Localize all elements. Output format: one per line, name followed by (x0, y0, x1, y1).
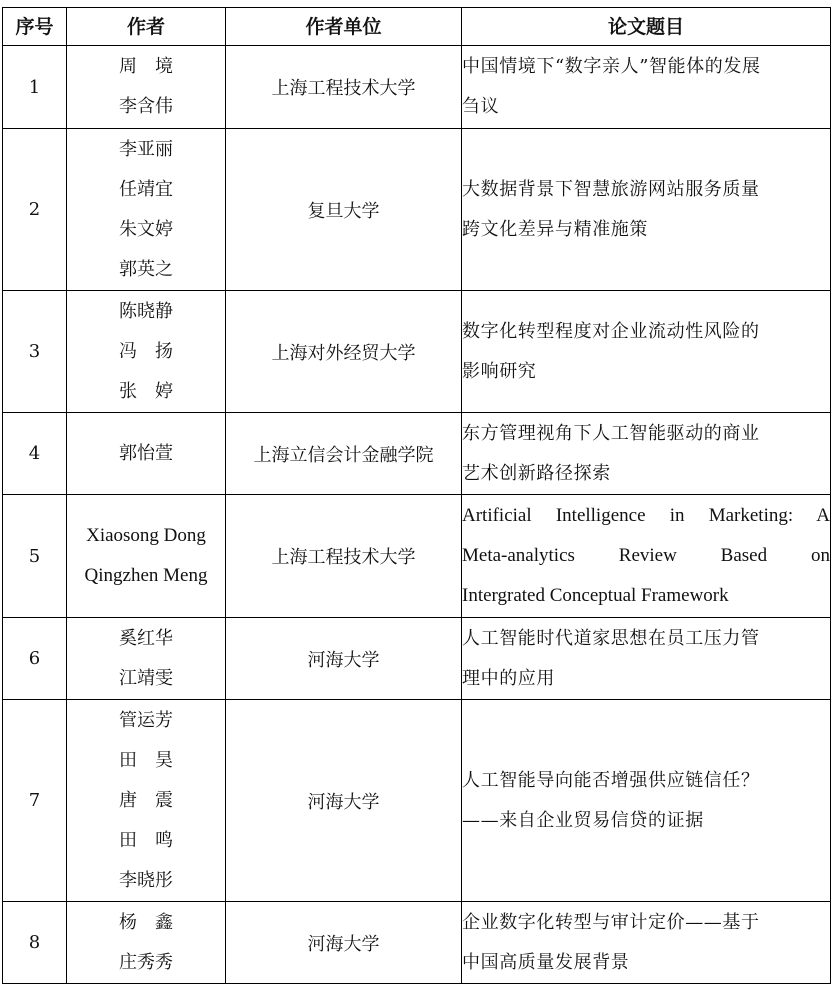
title-line: 艺术创新路径探索 (462, 462, 611, 484)
title-line: 理中的应用 (462, 667, 555, 689)
title-line: 东方管理视角下人工智能驱动的商业 (462, 422, 760, 444)
row-index: 5 (3, 495, 67, 618)
title-line: Intergrated Conceptual Framework (462, 585, 729, 606)
row-index: 6 (3, 618, 67, 700)
row-index: 4 (3, 413, 67, 495)
row-unit: 上海立信会计金融学院 (226, 413, 462, 495)
table-row (3, 902, 831, 984)
title-line: 人工智能导向能否增强供应链信任？ (462, 769, 760, 791)
header-title: 论文题目 (462, 8, 831, 46)
author-name: 朱文婷 (119, 218, 173, 240)
author-name: 江靖雯 (119, 667, 173, 689)
title-line: 中国高质量发展背景 (462, 951, 630, 973)
row-unit: 复旦大学 (226, 129, 462, 291)
row-authors (67, 700, 226, 902)
row-index: 2 (3, 129, 67, 291)
papers-table (2, 7, 831, 984)
table-row (3, 291, 831, 413)
author-name: Qingzhen Meng (84, 565, 208, 586)
header-authors: 作者 (67, 8, 226, 46)
author-name: 唐 震 (119, 789, 173, 811)
author-name: 李含伟 (119, 96, 173, 117)
author-name: 李晓彤 (119, 869, 173, 891)
row-title (462, 495, 831, 618)
author-name: 郭英之 (119, 258, 173, 280)
author-name: 杨 鑫 (119, 911, 173, 933)
author-name: 奚红华 (119, 627, 173, 649)
row-unit: 河海大学 (226, 618, 462, 700)
author-name: 张 婷 (119, 380, 173, 402)
author-name: 周 境 (119, 56, 173, 77)
row-title (462, 618, 831, 700)
title-line: 刍议 (462, 96, 500, 117)
row-authors (67, 291, 226, 413)
row-index: 3 (3, 291, 67, 413)
header-row (3, 8, 831, 46)
row-unit: 上海工程技术大学 (226, 495, 462, 618)
row-authors (67, 618, 226, 700)
author-name: 冯 扬 (119, 340, 173, 362)
table-row (3, 129, 831, 291)
title-line: 跨文化差异与精准施策 (462, 218, 648, 240)
author-name: 庄秀秀 (119, 951, 173, 973)
row-index: 8 (3, 902, 67, 984)
header-index: 序号 (3, 8, 67, 46)
title-line: 人工智能时代道家思想在员工压力管 (462, 627, 760, 649)
row-authors (67, 495, 226, 618)
author-name: Xiaosong Dong (86, 525, 206, 546)
row-authors (67, 902, 226, 984)
row-title (462, 129, 831, 291)
title-line: 大数据背景下智慧旅游网站服务质量 (462, 178, 760, 200)
row-unit: 河海大学 (226, 700, 462, 902)
row-title (462, 700, 831, 902)
row-title (462, 413, 831, 495)
author-name: 管运芳 (119, 709, 173, 731)
title-line: Artificial Intelligence in Marketing: A (462, 505, 830, 526)
header-unit: 作者单位 (226, 8, 462, 46)
row-authors (67, 129, 226, 291)
row-title (462, 902, 831, 984)
row-title (462, 46, 831, 129)
table-row (3, 46, 831, 129)
table-row (3, 495, 831, 618)
title-line: 中国情境下“数字亲人”智能体的发展 (462, 56, 761, 77)
table-row (3, 618, 831, 700)
table-row (3, 413, 831, 495)
title-line: 企业数字化转型与审计定价——基于 (462, 911, 760, 933)
row-index: 7 (3, 700, 67, 902)
author-name: 李亚丽 (119, 138, 173, 160)
row-unit: 上海对外经贸大学 (226, 291, 462, 413)
author-name: 郭怡萱 (119, 442, 173, 464)
author-name: 田 昊 (119, 749, 173, 771)
row-title (462, 291, 831, 413)
row-unit: 河海大学 (226, 902, 462, 984)
table-row (3, 700, 831, 902)
row-index: 1 (3, 46, 67, 129)
row-unit: 上海工程技术大学 (226, 46, 462, 129)
row-authors (67, 46, 226, 129)
author-name: 田 鸣 (119, 829, 173, 851)
author-name: 陈晓静 (119, 300, 173, 322)
title-line: Meta-analytics Review Based on (462, 545, 830, 566)
row-authors (67, 413, 226, 495)
title-line: 数字化转型程度对企业流动性风险的 (462, 320, 760, 342)
title-line: ——来自企业贸易信贷的证据 (462, 809, 704, 831)
author-name: 任靖宜 (119, 178, 173, 200)
title-line: 影响研究 (462, 360, 537, 382)
